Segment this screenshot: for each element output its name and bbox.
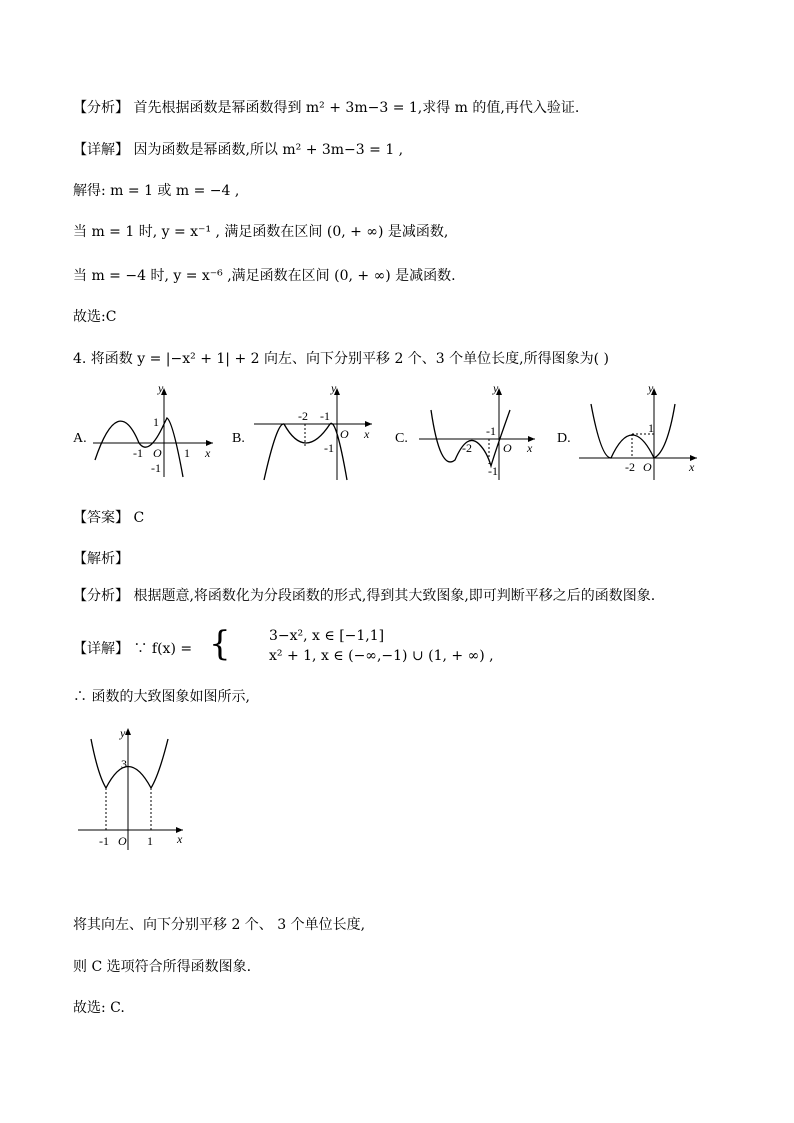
svg-text:O: O bbox=[153, 446, 162, 460]
option-letter: A. bbox=[73, 431, 87, 446]
svg-text:-1: -1 bbox=[488, 464, 498, 478]
svg-text:O: O bbox=[503, 441, 512, 455]
svg-text:-1: -1 bbox=[151, 461, 161, 475]
option-a-graph bbox=[73, 382, 223, 482]
brace-icon: { bbox=[209, 624, 231, 664]
svg-text:1: 1 bbox=[153, 415, 159, 429]
svg-text:-1: -1 bbox=[324, 441, 334, 455]
option-d-graph bbox=[557, 382, 707, 482]
question-4: 4. 将函数 y = |−x² + 1| + 2 向左、向下分别平移 2 个、3 个单位长度,所得图象为( ) bbox=[73, 351, 609, 367]
answer-line: 【答案】 C bbox=[73, 510, 145, 526]
option-b-graph bbox=[232, 382, 382, 482]
svg-text:y: y bbox=[120, 726, 126, 740]
svg-text:x: x bbox=[527, 441, 533, 455]
svg-text:y: y bbox=[158, 382, 164, 395]
piece-row-1: 3−x², x ∈ [−1,1] bbox=[269, 628, 385, 644]
option-c-graph bbox=[395, 382, 545, 482]
case-m-4-line: 当 m = −4 时, y = x⁻⁶ ,满足函数在区间 (0, + ∞) 是减函数. bbox=[73, 268, 456, 284]
option-letter: C. bbox=[395, 431, 408, 446]
svg-text:y: y bbox=[493, 382, 499, 395]
svg-text:x: x bbox=[177, 832, 183, 846]
detail-label-2: 【详解】 ∵ f(x) = bbox=[73, 641, 193, 657]
function-sketch-graph bbox=[73, 725, 193, 855]
svg-text:-1: -1 bbox=[99, 834, 109, 848]
then-line: 则 C 选项符合所得函数图象. bbox=[73, 959, 252, 975]
svg-text:-1: -1 bbox=[133, 446, 143, 460]
svg-text:1: 1 bbox=[648, 421, 654, 435]
solve-line: 解得: m = 1 或 m = −4 , bbox=[73, 183, 240, 199]
svg-text:O: O bbox=[340, 427, 349, 441]
shift-line: 将其向左、向下分别平移 2 个、 3 个单位长度, bbox=[73, 917, 366, 933]
svg-text:1: 1 bbox=[184, 446, 190, 460]
piece-row-2: x² + 1, x ∈ (−∞,−1) ∪ (1, + ∞) , bbox=[269, 648, 494, 664]
choose-line-2: 故选: C. bbox=[73, 1000, 125, 1016]
svg-text:-2: -2 bbox=[298, 409, 308, 423]
analysis-line-1: 【分析】 首先根据函数是幂函数得到 m² + 3m−3 = 1,求得 m 的值,再代入验证. bbox=[73, 100, 580, 116]
svg-text:-1: -1 bbox=[486, 424, 496, 438]
svg-text:-2: -2 bbox=[462, 441, 472, 455]
svg-text:x: x bbox=[689, 460, 695, 474]
analysis-line-2: 【分析】 根据题意,将函数化为分段函数的形式,得到其大致图象,即可判断平移之后的函数图象. bbox=[73, 588, 656, 604]
therefore-line: ∴ 函数的大致图象如图所示, bbox=[73, 689, 250, 705]
option-letter: D. bbox=[557, 431, 571, 446]
choose-line-1: 故选:C bbox=[73, 309, 117, 325]
svg-text:x: x bbox=[205, 446, 211, 460]
svg-text:-2: -2 bbox=[625, 460, 635, 474]
option-letter: B. bbox=[232, 431, 245, 446]
detail-line-1: 【详解】 因为函数是幂函数,所以 m² + 3m−3 = 1 , bbox=[73, 142, 404, 158]
svg-text:-1: -1 bbox=[320, 409, 330, 423]
svg-text:y: y bbox=[331, 382, 337, 395]
case-m1-line: 当 m = 1 时, y = x⁻¹ , 满足函数在区间 (0, + ∞) 是减函数, bbox=[73, 224, 449, 240]
svg-text:1: 1 bbox=[147, 834, 153, 848]
svg-text:y: y bbox=[648, 382, 654, 395]
svg-text:x: x bbox=[364, 427, 370, 441]
svg-text:O: O bbox=[118, 834, 127, 848]
svg-text:3: 3 bbox=[121, 757, 127, 771]
jiexi-line: 【解析】 bbox=[73, 551, 129, 567]
svg-text:O: O bbox=[643, 460, 652, 474]
